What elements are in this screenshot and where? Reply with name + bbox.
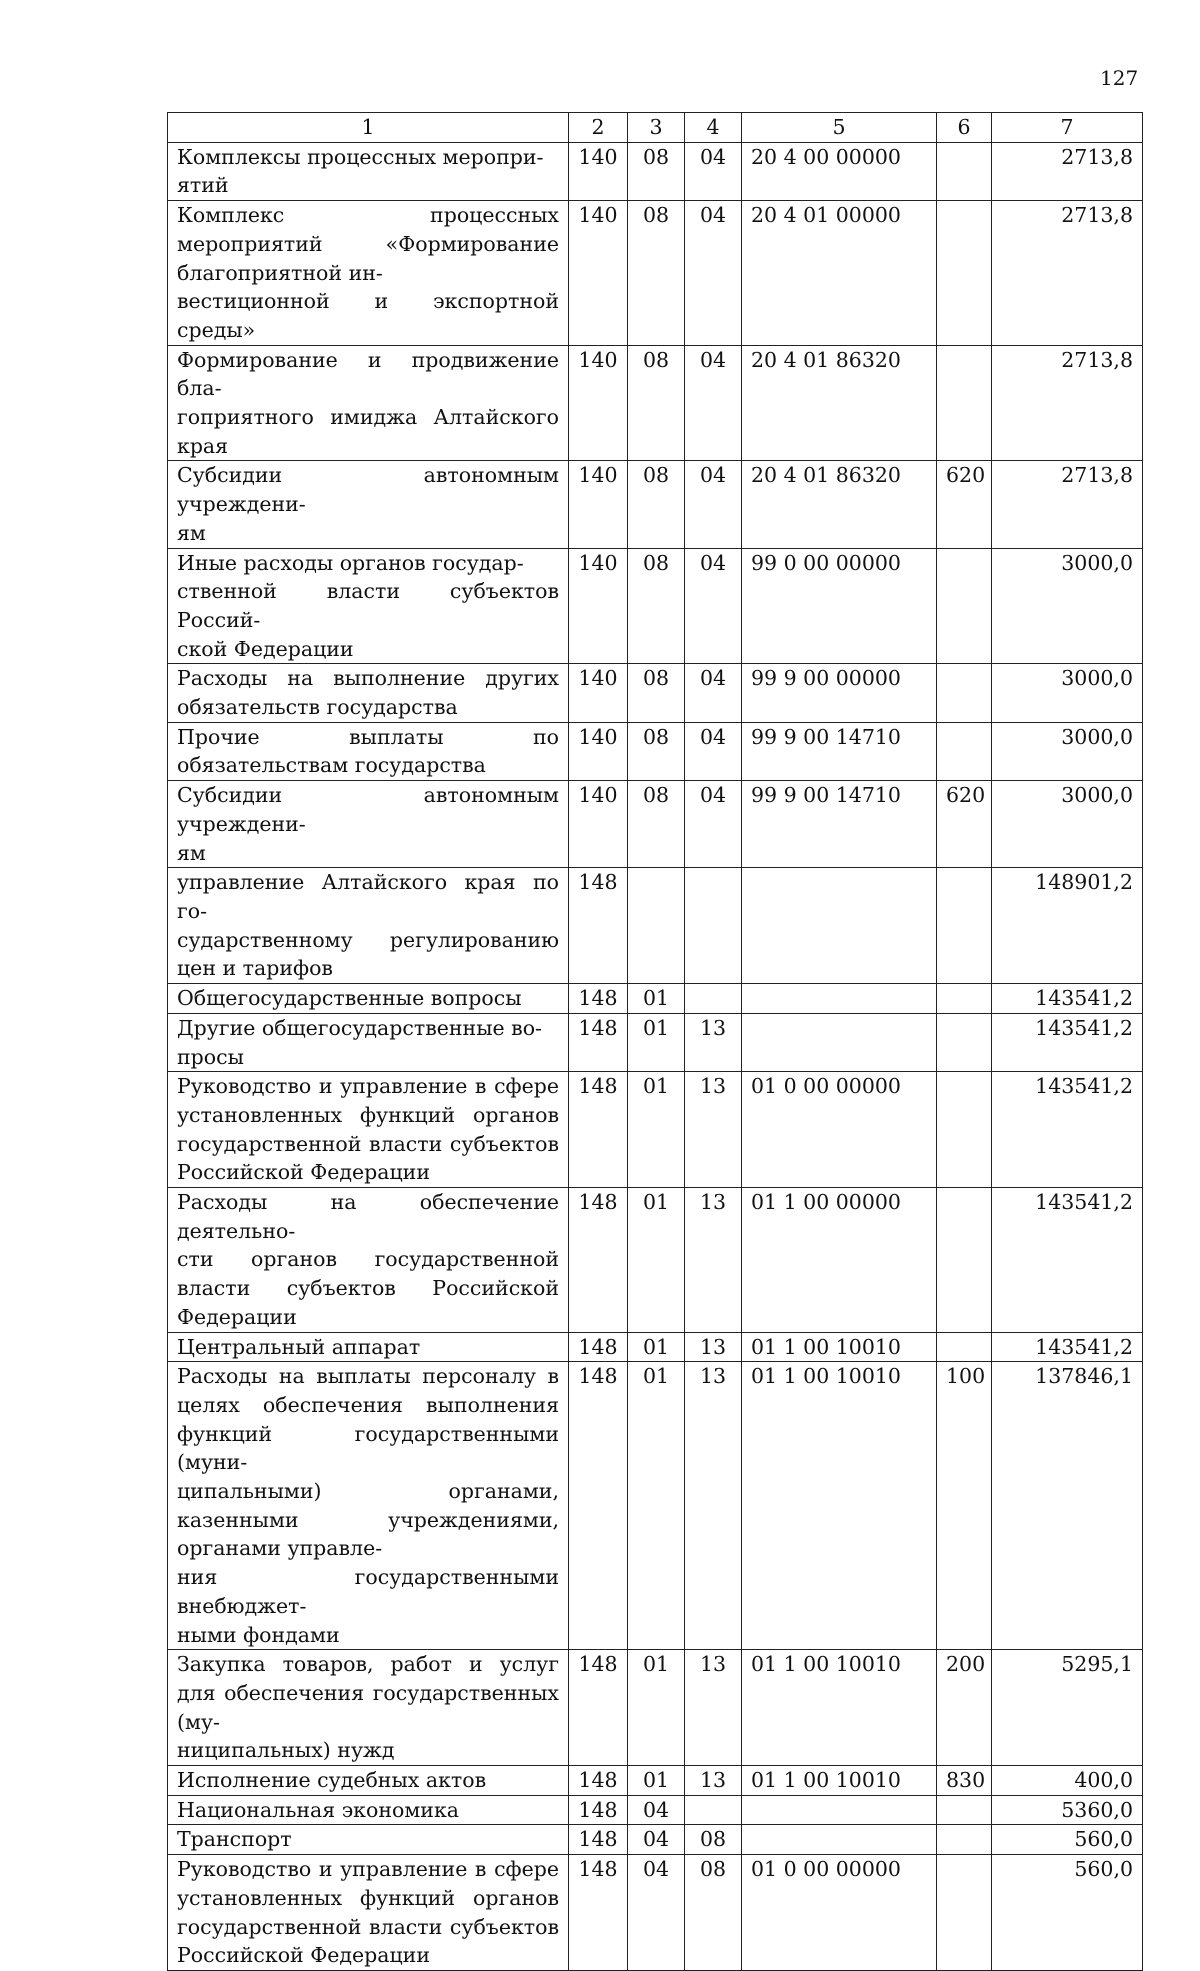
table-row [168, 1188, 1143, 1333]
expense-name-cell: Расходы на обеспечение деятельно- сти органов государственной власти субъектов Российской Федерации [168, 1188, 569, 1333]
ministry-code-cell: 148 [569, 1766, 628, 1796]
section-code-cell: 01 [628, 1362, 685, 1650]
amount-cell: 3000,0 [992, 664, 1143, 722]
expense-name-cell: Субсидии автономным учреждени- ям [168, 781, 569, 868]
section-code-cell: 01 [628, 1650, 685, 1766]
table-row [168, 1072, 1143, 1188]
target-article-cell: 20 4 01 86320 [742, 461, 937, 548]
table-row [168, 781, 1143, 868]
expense-type-cell [937, 1013, 992, 1071]
ministry-code-cell: 148 [569, 1332, 628, 1362]
expense-type-cell [937, 548, 992, 664]
expense-type-cell [937, 1795, 992, 1825]
expense-type-cell: 100 [937, 1362, 992, 1650]
expense-type-cell [937, 1072, 992, 1188]
table-row [168, 1766, 1143, 1796]
expense-type-cell: 620 [937, 781, 992, 868]
amount-cell: 560,0 [992, 1825, 1143, 1855]
subsection-code-cell: 04 [685, 548, 742, 664]
table-row [168, 548, 1143, 664]
ministry-code-cell: 148 [569, 1650, 628, 1766]
amount-cell: 5360,0 [992, 1795, 1143, 1825]
section-code-cell: 08 [628, 781, 685, 868]
target-article-cell [742, 868, 937, 984]
subsection-code-cell: 13 [685, 1362, 742, 1650]
subsection-code-cell: 04 [685, 345, 742, 461]
expense-type-cell: 620 [937, 461, 992, 548]
table-body [168, 142, 1143, 1970]
section-code-cell: 01 [628, 1766, 685, 1796]
target-article-cell [742, 1795, 937, 1825]
section-code-cell: 01 [628, 1332, 685, 1362]
table-row [168, 1825, 1143, 1855]
amount-cell: 3000,0 [992, 548, 1143, 664]
subsection-code-cell: 13 [685, 1332, 742, 1362]
expense-type-cell [937, 345, 992, 461]
section-code-cell [628, 868, 685, 984]
ministry-code-cell: 140 [569, 345, 628, 461]
subsection-code-cell: 04 [685, 142, 742, 200]
section-code-cell: 08 [628, 345, 685, 461]
target-article-cell: 20 4 01 00000 [742, 201, 937, 346]
table-row [168, 461, 1143, 548]
target-article-cell: 99 9 00 00000 [742, 664, 937, 722]
section-code-cell: 01 [628, 1072, 685, 1188]
table-row [168, 1013, 1143, 1071]
expense-name-cell: Иные расходы органов государ- ственной власти субъектов Россий- ской Федерации [168, 548, 569, 664]
column-header-6: 6 [937, 113, 992, 143]
amount-cell: 143541,2 [992, 1332, 1143, 1362]
column-header-1: 1 [168, 113, 569, 143]
target-article-cell [742, 1825, 937, 1855]
table-row [168, 1795, 1143, 1825]
ministry-code-cell: 148 [569, 1795, 628, 1825]
column-header-5: 5 [742, 113, 937, 143]
expense-name-cell: Формирование и продвижение бла- гоприятного имиджа Алтайского края [168, 345, 569, 461]
target-article-cell: 01 0 00 00000 [742, 1072, 937, 1188]
ministry-code-cell: 140 [569, 722, 628, 780]
amount-cell: 3000,0 [992, 722, 1143, 780]
ministry-code-cell: 148 [569, 1013, 628, 1071]
expense-type-cell: 200 [937, 1650, 992, 1766]
column-header-7: 7 [992, 113, 1143, 143]
target-article-cell: 99 9 00 14710 [742, 722, 937, 780]
subsection-code-cell: 04 [685, 664, 742, 722]
expense-name-cell: Комплекс процессных мероприятий «Формирование благоприятной ин- вестиционной и экспортной среды» [168, 201, 569, 346]
amount-cell: 2713,8 [992, 142, 1143, 200]
amount-cell: 137846,1 [992, 1362, 1143, 1650]
amount-cell: 148901,2 [992, 868, 1143, 984]
amount-cell: 143541,2 [992, 1188, 1143, 1333]
table-row [168, 201, 1143, 346]
target-article-cell: 99 0 00 00000 [742, 548, 937, 664]
section-code-cell: 01 [628, 1188, 685, 1333]
ministry-code-cell: 140 [569, 142, 628, 200]
amount-cell: 143541,2 [992, 984, 1143, 1014]
amount-cell: 143541,2 [992, 1013, 1143, 1071]
column-header-2: 2 [569, 113, 628, 143]
target-article-cell: 01 1 00 10010 [742, 1332, 937, 1362]
expense-name-cell: Руководство и управление в сфере установленных функций органов государственной власти субъектов Российской Федерации [168, 1855, 569, 1971]
section-code-cell: 04 [628, 1855, 685, 1971]
ministry-code-cell: 148 [569, 1072, 628, 1188]
expense-name-cell: Транспорт [168, 1825, 569, 1855]
expense-name-cell: Общегосударственные вопросы [168, 984, 569, 1014]
ministry-code-cell: 140 [569, 461, 628, 548]
target-article-cell: 01 1 00 00000 [742, 1188, 937, 1333]
ministry-code-cell: 140 [569, 664, 628, 722]
column-header-3: 3 [628, 113, 685, 143]
table-row [168, 1362, 1143, 1650]
table-row [168, 868, 1143, 984]
subsection-code-cell: 04 [685, 201, 742, 346]
table-row [168, 984, 1143, 1014]
ministry-code-cell: 148 [569, 1362, 628, 1650]
subsection-code-cell: 13 [685, 1650, 742, 1766]
section-code-cell: 04 [628, 1825, 685, 1855]
expense-name-cell: Центральный аппарат [168, 1332, 569, 1362]
subsection-code-cell: 08 [685, 1855, 742, 1971]
subsection-code-cell: 13 [685, 1013, 742, 1071]
amount-cell: 2713,8 [992, 461, 1143, 548]
target-article-cell: 01 1 00 10010 [742, 1766, 937, 1796]
section-code-cell: 08 [628, 142, 685, 200]
amount-cell: 2713,8 [992, 345, 1143, 461]
table-row [168, 1855, 1143, 1971]
table-row [168, 722, 1143, 780]
expense-name-cell: Исполнение судебных актов [168, 1766, 569, 1796]
expense-name-cell: Руководство и управление в сфере установленных функций органов государственной власти субъектов Российской Федерации [168, 1072, 569, 1188]
expense-name-cell: Национальная экономика [168, 1795, 569, 1825]
expense-name-cell: Расходы на выплаты персоналу в целях обеспечения выполнения функций государственными (муни- ципальными) органами, казенными учреждениями, органами управле- ния государственными внебюджет- ными фондами [168, 1362, 569, 1650]
amount-cell: 560,0 [992, 1855, 1143, 1971]
subsection-code-cell: 13 [685, 1072, 742, 1188]
section-code-cell: 08 [628, 722, 685, 780]
expense-type-cell: 830 [937, 1766, 992, 1796]
ministry-code-cell: 140 [569, 548, 628, 664]
ministry-code-cell: 148 [569, 984, 628, 1014]
expense-type-cell [937, 142, 992, 200]
target-article-cell: 20 4 00 00000 [742, 142, 937, 200]
expense-name-cell: Субсидии автономным учреждени- ям [168, 461, 569, 548]
section-code-cell: 04 [628, 1795, 685, 1825]
target-article-cell: 99 9 00 14710 [742, 781, 937, 868]
target-article-cell: 01 1 00 10010 [742, 1650, 937, 1766]
target-article-cell [742, 1013, 937, 1071]
expense-type-cell [937, 201, 992, 346]
section-code-cell: 08 [628, 461, 685, 548]
ministry-code-cell: 148 [569, 1188, 628, 1333]
expense-type-cell [937, 1855, 992, 1971]
target-article-cell: 20 4 01 86320 [742, 345, 937, 461]
expense-name-cell: Закупка товаров, работ и услуг для обеспечения государственных (му- ниципальных) нужд [168, 1650, 569, 1766]
header-row [168, 113, 1143, 143]
expense-type-cell [937, 664, 992, 722]
expense-type-cell [937, 868, 992, 984]
subsection-code-cell [685, 984, 742, 1014]
expense-name-cell: управление Алтайского края по го- сударственному регулированию цен и тарифов [168, 868, 569, 984]
page-number: 127 [1100, 66, 1139, 90]
ministry-code-cell: 148 [569, 1825, 628, 1855]
section-code-cell: 08 [628, 664, 685, 722]
expense-type-cell [937, 1188, 992, 1333]
expense-type-cell [937, 1825, 992, 1855]
target-article-cell: 01 0 00 00000 [742, 1855, 937, 1971]
target-article-cell [742, 984, 937, 1014]
table-row [168, 664, 1143, 722]
ministry-code-cell: 148 [569, 1855, 628, 1971]
section-code-cell: 08 [628, 201, 685, 346]
table-row [168, 345, 1143, 461]
amount-cell: 2713,8 [992, 201, 1143, 346]
subsection-code-cell: 08 [685, 1825, 742, 1855]
budget-table [167, 112, 1143, 1971]
expense-name-cell: Расходы на выполнение других обязательств государства [168, 664, 569, 722]
section-code-cell: 01 [628, 1013, 685, 1071]
expense-type-cell [937, 1332, 992, 1362]
amount-cell: 400,0 [992, 1766, 1143, 1796]
subsection-code-cell: 13 [685, 1188, 742, 1333]
subsection-code-cell: 04 [685, 781, 742, 868]
amount-cell: 5295,1 [992, 1650, 1143, 1766]
expense-name-cell: Комплексы процессных меропри- ятий [168, 142, 569, 200]
section-code-cell: 08 [628, 548, 685, 664]
subsection-code-cell: 04 [685, 461, 742, 548]
amount-cell: 143541,2 [992, 1072, 1143, 1188]
expense-type-cell [937, 722, 992, 780]
subsection-code-cell [685, 868, 742, 984]
expense-name-cell: Другие общегосударственные во- просы [168, 1013, 569, 1071]
amount-cell: 3000,0 [992, 781, 1143, 868]
column-header-4: 4 [685, 113, 742, 143]
table-row [168, 142, 1143, 200]
ministry-code-cell: 140 [569, 781, 628, 868]
subsection-code-cell: 04 [685, 722, 742, 780]
ministry-code-cell: 148 [569, 868, 628, 984]
subsection-code-cell: 13 [685, 1766, 742, 1796]
expense-type-cell [937, 984, 992, 1014]
ministry-code-cell: 140 [569, 201, 628, 346]
section-code-cell: 01 [628, 984, 685, 1014]
table-row [168, 1650, 1143, 1766]
target-article-cell: 01 1 00 10010 [742, 1362, 937, 1650]
subsection-code-cell [685, 1795, 742, 1825]
expense-name-cell: Прочие выплаты по обязательствам государства [168, 722, 569, 780]
table-row [168, 1332, 1143, 1362]
